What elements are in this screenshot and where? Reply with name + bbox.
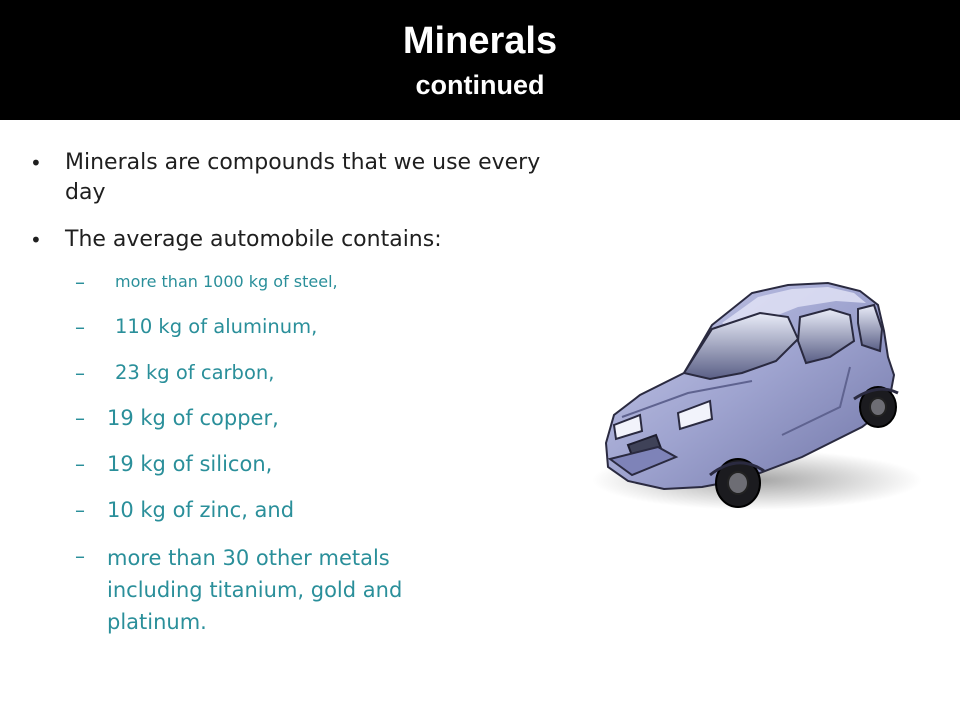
car-icon (592, 275, 922, 515)
dash-icon: – (75, 270, 85, 294)
slide-content (30, 148, 570, 638)
sub-item (75, 542, 475, 638)
dash-icon: – (75, 361, 85, 385)
sub-item-text: 10 kg of zinc, and (107, 498, 295, 522)
sub-item (75, 359, 570, 387)
sub-item (75, 496, 570, 524)
dash-icon: – (75, 452, 85, 476)
dash-icon: – (75, 315, 85, 339)
bullet-text: The average automobile contains: (65, 227, 442, 252)
bullet-dot-icon: • (30, 228, 42, 252)
bullet-text: Minerals are compounds that we use every day (65, 150, 541, 205)
sub-item-text: 23 kg of carbon, (115, 361, 275, 384)
slide-subtitle: continued (415, 70, 545, 100)
sub-list (30, 269, 570, 638)
sub-item-text: 19 kg of copper, (107, 406, 279, 430)
sub-item (75, 404, 570, 432)
sub-item (75, 450, 570, 478)
sub-item-text: 110 kg of aluminum, (115, 315, 318, 338)
dash-icon: – (75, 498, 85, 522)
title-bar (0, 0, 960, 120)
bullet-item (30, 148, 570, 208)
bullet-dot-icon: • (30, 151, 42, 175)
bullet-item (30, 225, 570, 255)
sub-item-text: more than 30 other metals including titanium, gold and platinum. (107, 546, 403, 634)
slide-title: Minerals (402, 20, 558, 62)
car-image (592, 275, 922, 515)
sub-item-text: 19 kg of silicon, (107, 452, 273, 476)
sub-item-text: more than 1000 kg of steel, (115, 272, 338, 291)
dash-icon: – (75, 406, 85, 430)
dash-icon: – (75, 544, 85, 568)
sub-item (75, 313, 570, 341)
sub-item (75, 269, 570, 295)
